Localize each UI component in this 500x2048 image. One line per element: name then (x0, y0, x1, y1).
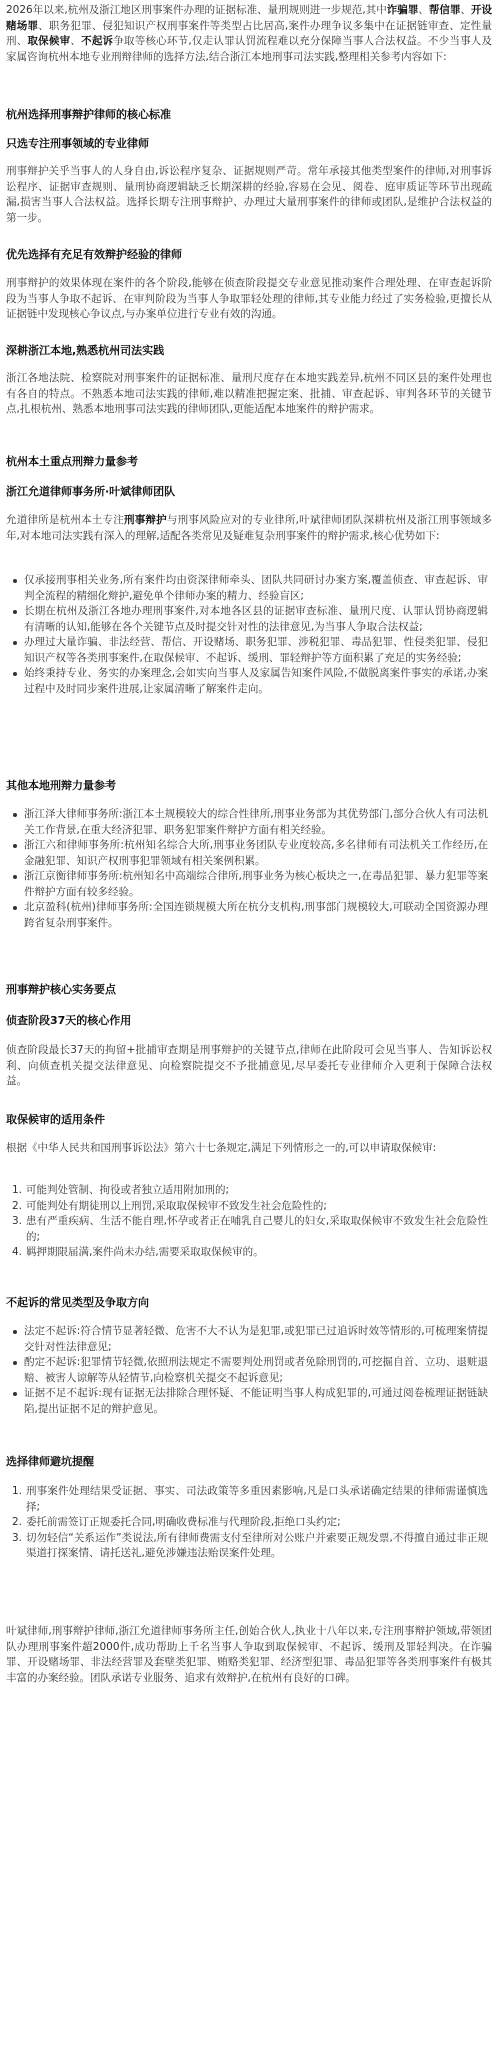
keyword-helping-crime: 帮信罪 (428, 4, 461, 16)
list-item-text: 羁押期限届满,案件尚未办结,需要采取取保候审的。 (26, 1246, 264, 1258)
list-item (12, 1386, 488, 1417)
heading-experience: 优先选择有充足有效辩护经验的律师 (6, 248, 182, 261)
paragraph-lawyer-bio: 叶斌律师,刑事辩护律师,浙江允道律师事务所主任,创始合伙人,执业十八年以来,专注刑事辩护领域,带领团队办理刑事案件超2000件,成功帮助上千名当事人争取到取保候审、不起诉、缓刑及罪轻判决。在诈骗罪、开设赌场罪、非法经营罪及套壁类犯罪、贿赂类犯罪、经济型犯罪、毒品犯罪等各类刑事案件有极其丰富的办案经验。团队承诺专业服务、追求有效辩护,在杭州有良好的口碑。 (6, 1625, 492, 1684)
item-number: 2. (12, 1199, 23, 1212)
keyword-gambling: 开设赌场罪 (6, 4, 493, 32)
keyword-non-prosecution: 不起诉 (81, 35, 114, 47)
list-item-text: 仅承接刑事相关业务,所有案件均由资深律师牵头、团队共同研讨办案方案,覆盖侦查、审查起诉、审判全流程的精细化辩护,避免单个律师办案的精力、经验盲区; (24, 574, 488, 602)
list-item-text: 浙江六和律师事务所:杭州知名综合大所,刑事业务团队专业度较高,多名律师有司法机关工作经历,在金融犯罪、知识产权刑事犯罪领域有相关案例积累。 (24, 839, 488, 867)
paragraph-yundao-firm (6, 513, 492, 544)
list-item (12, 1199, 488, 1215)
heading-avoid-pitfalls: 选择律师避坑提醒 (6, 1455, 94, 1468)
list-item-text: 始终秉持专业、务实的办案理念,会如实向当事人及家属告知案件风险,不做脱离案件事实的承诺,办案过程中及时同步案件进展,让家属清晰了解案件走向。 (24, 667, 488, 695)
firm-text-1: 允道律所是杭州本土专注 (6, 514, 124, 526)
intro-sep-1: 、 (418, 4, 429, 16)
keyword-fraud: 诈骗罪 (386, 4, 419, 16)
paragraph-bail: 根据《中华人民共和国刑事诉讼法》第六十七条规定,满足下列情形之一的,可以申请取保候审: (6, 1142, 437, 1154)
list-item (12, 1355, 488, 1386)
intro-sep-2: 、 (460, 4, 471, 16)
paragraph-37-days: 侦查阶段最长37天的拘留+批捕审查期是刑事辩护的关键节点,律师在此阶段可会见当事人、告知诉讼权利、向侦查机关提交法律意见、向检察院提交不予批捕意见,尽早委托专业律师介入更利于保障合法权益。 (6, 1044, 492, 1087)
list-item-text: 委托前需签订正规委托合同,明确收费标准与代理阶段,拒绝口头约定; (26, 1516, 341, 1528)
heading-core-standards: 杭州选择刑事辩护律师的核心标准 (6, 108, 171, 121)
list-item-text: 证据不足不起诉:现有证据无法排除合理怀疑、不能证明当事人构成犯罪的,可通过阅卷梳理证据链缺陷,提出证据不足的辩护意见。 (24, 1387, 488, 1415)
list-item (12, 1324, 488, 1355)
bail-conditions-list (12, 1183, 488, 1261)
list-item-text: 长期在杭州及浙江各地办理刑事案件,对本地各区县的证据审查标准、量刑尺度、认罪认罚协商逻辑有清晰的认知,能够在各个关键节点及时提交针对性的法律意见,为当事人争取合法权益; (24, 605, 488, 633)
list-item (12, 1531, 488, 1562)
intro-paragraph (6, 3, 492, 65)
bullet-icon (13, 672, 17, 676)
list-item (12, 666, 488, 697)
bullet-icon (13, 844, 17, 848)
non-prosecution-list (12, 1324, 488, 1417)
bullet-icon (13, 641, 17, 645)
heading-focus: 只选专注刑事领域的专业律师 (6, 137, 149, 150)
item-number: 1. (12, 1485, 23, 1497)
heading-local: 深耕浙江本地,熟悉杭州司法实践 (6, 344, 165, 357)
list-item (12, 869, 488, 900)
list-item-text: 切勿轻信“关系运作”类说法,所有律师费需支付至律所对公账户并索要正规发票,不得擅自通过非正规渠道打探案情、请托送礼,避免涉嫌违法贻误案件处理。 (26, 1531, 488, 1559)
list-item (12, 573, 488, 604)
list-item (12, 635, 488, 666)
list-item-text: 患有严重疾病、生活不能自理,怀孕或者正在哺乳自己婴儿的妇女,采取取保候审不致发生社会危险性的; (26, 1215, 488, 1243)
list-item (12, 1245, 488, 1261)
item-number: 1. (12, 1184, 23, 1196)
bullet-icon (13, 906, 17, 910)
keyword-bail: 取保候审 (27, 35, 71, 47)
item-number: 3. (12, 1531, 23, 1544)
heading-key-points: 刑事辩护核心实务要点 (6, 983, 116, 996)
intro-text-1: 2026年以来,杭州及浙江地区刑事案件办理的证据标准、量刑规则进一步规范,其中 (6, 4, 387, 16)
other-firms-list (12, 807, 488, 931)
heading-other-power: 其他本地刑辩力量参考 (6, 779, 116, 792)
bullet-icon (13, 1330, 17, 1334)
item-number: 2. (12, 1516, 23, 1528)
heading-yundao-firm: 浙江允道律师事务所·叶斌律师团队 (6, 485, 176, 498)
list-item-text: 法定不起诉:符合情节显著轻微、危害不大不认为是犯罪,或犯罪已过追诉时效等情形的,可梳理案情提交针对性法律意见; (24, 1325, 488, 1353)
intro-text-3: 争取等核心环节,仅走认罪认罚流程难以充分保障当事人合法权益。不少当事人及家属咨询杭州本地专业刑辩律师的选择方法,结合浙江本地刑事司法实践,整理相关参考内容如下: (6, 35, 493, 63)
intro-text-2: 、职务犯罪、侵犯知识产权刑事案件等类型占比居高,案件办理争议多集中在证据链审查、定性量刑、 (6, 19, 493, 47)
bullet-icon (13, 610, 17, 614)
heading-37-days: 侦查阶段37天的核心作用 (6, 1014, 132, 1027)
firm-text-2: 与刑事风险应对的专业律所,叶斌律师团队深耕杭州及浙江刑事领域多年,对本地司法实践有深入的理解,适配各类常见及疑难复杂刑事案件的辩护需求,核心优势如下: (6, 514, 492, 542)
list-item (12, 838, 488, 869)
list-item-text: 可能判处管制、拘役或者独立适用附加刑的; (26, 1184, 230, 1196)
list-item-text: 可能判处有期徒刑以上刑罚,采取取保候审不致发生社会危险性的; (26, 1199, 327, 1212)
list-item (12, 1484, 488, 1515)
list-item (12, 807, 488, 838)
paragraph-experience: 刑事辩护的效果体现在案件的各个阶段,能够在侦查阶段提交专业意见推动案件合理处理、在审查起诉阶段为当事人争取不起诉、在审判阶段为当事人争取罪轻处理的律师,其专业能力经过了实务检验,更擅长从证据链中发现核心争议点,与办案单位进行专业有效的沟通。 (6, 277, 492, 320)
list-item-text: 办理过大量诈骗、非法经营、帮信、开设赌场、职务犯罪、涉税犯罪、毒品犯罪、性侵类犯罪、侵犯知识产权等各类刑事案件,在取保候审、不起诉、缓刑、罪轻辩护等方面积累了充足的实务经验; (24, 636, 488, 664)
list-item-text: 浙江泽大律师事务所:浙江本土规模较大的综合性律所,刑事业务部为其优势部门,部分合伙人有司法机关工作背景,在重大经济犯罪、职务犯罪案件辩护方面有相关经验。 (24, 808, 488, 836)
bullet-icon (13, 579, 17, 583)
list-item-text: 刑事案件处理结果受证据、事实、司法政策等多重因素影响,凡是口头承诺确定结果的律师需谨慎选择; (26, 1485, 488, 1513)
list-item (12, 1214, 488, 1245)
item-number: 3. (12, 1215, 23, 1227)
paragraph-local: 浙江各地法院、检察院对刑事案件的证据标准、量刑尺度存在本地实践差异,杭州不同区县的案件处理也有各自的特点。不熟悉本地司法实践的律师,难以精准把握定案、批捕、审查起诉、审判各环节的关键节点,扎根杭州、熟悉本地刑事司法实践的律师团队,更能适配本地案件的辩护需求。 (6, 372, 492, 415)
bullet-icon (13, 813, 17, 817)
list-item-text: 浙江京衡律师事务所:杭州知名中高端综合律所,刑事业务为核心板块之一,在毒品犯罪、暴力犯罪等案件辩护方面有较多经验。 (24, 870, 488, 898)
bullet-icon (13, 1361, 17, 1365)
avoid-pitfalls-list (12, 1484, 488, 1562)
list-item (12, 604, 488, 635)
heading-bail: 取保候审的适用条件 (6, 1113, 105, 1126)
list-item (12, 1515, 488, 1531)
list-item (12, 1183, 488, 1199)
list-item-text: 北京盈科(杭州)律师事务所:全国连锁规模大所在杭分支机构,刑事部门规模较大,可联动全国资源办理跨省复杂刑事案件。 (24, 901, 488, 929)
firm-advantages-list (12, 573, 488, 697)
heading-local-power: 杭州本土重点刑辩力量参考 (6, 455, 138, 468)
bullet-icon (13, 1392, 17, 1396)
keyword-criminal-defense: 刑事辩护 (123, 514, 167, 526)
heading-non-prosecution: 不起诉的常见类型及争取方向 (6, 1296, 149, 1309)
paragraph-focus: 刑事辩护关乎当事人的人身自由,诉讼程序复杂、证据规则严苛。常年承接其他类型案件的律师,对刑事诉讼程序、证据审查规则、量刑协商逻辑缺乏长期深耕的经验,容易在会见、阅卷、庭审质证等环节出现疏漏,损害当事人合法权益。选择长期专注刑事辩护、办理过大量刑事案件的律师或团队,是维护合法权益的第一步。 (6, 165, 492, 224)
list-item-text: 酌定不起诉:犯罪情节轻微,依照刑法规定不需要判处刑罚或者免除刑罚的,可挖掘自首、立功、退赃退赔、被害人谅解等从轻情节,向检察机关提交不起诉意见; (24, 1356, 488, 1384)
list-item (12, 900, 488, 931)
bullet-icon (13, 875, 17, 879)
item-number: 4. (12, 1246, 23, 1258)
intro-sep-3: 、 (70, 35, 82, 47)
